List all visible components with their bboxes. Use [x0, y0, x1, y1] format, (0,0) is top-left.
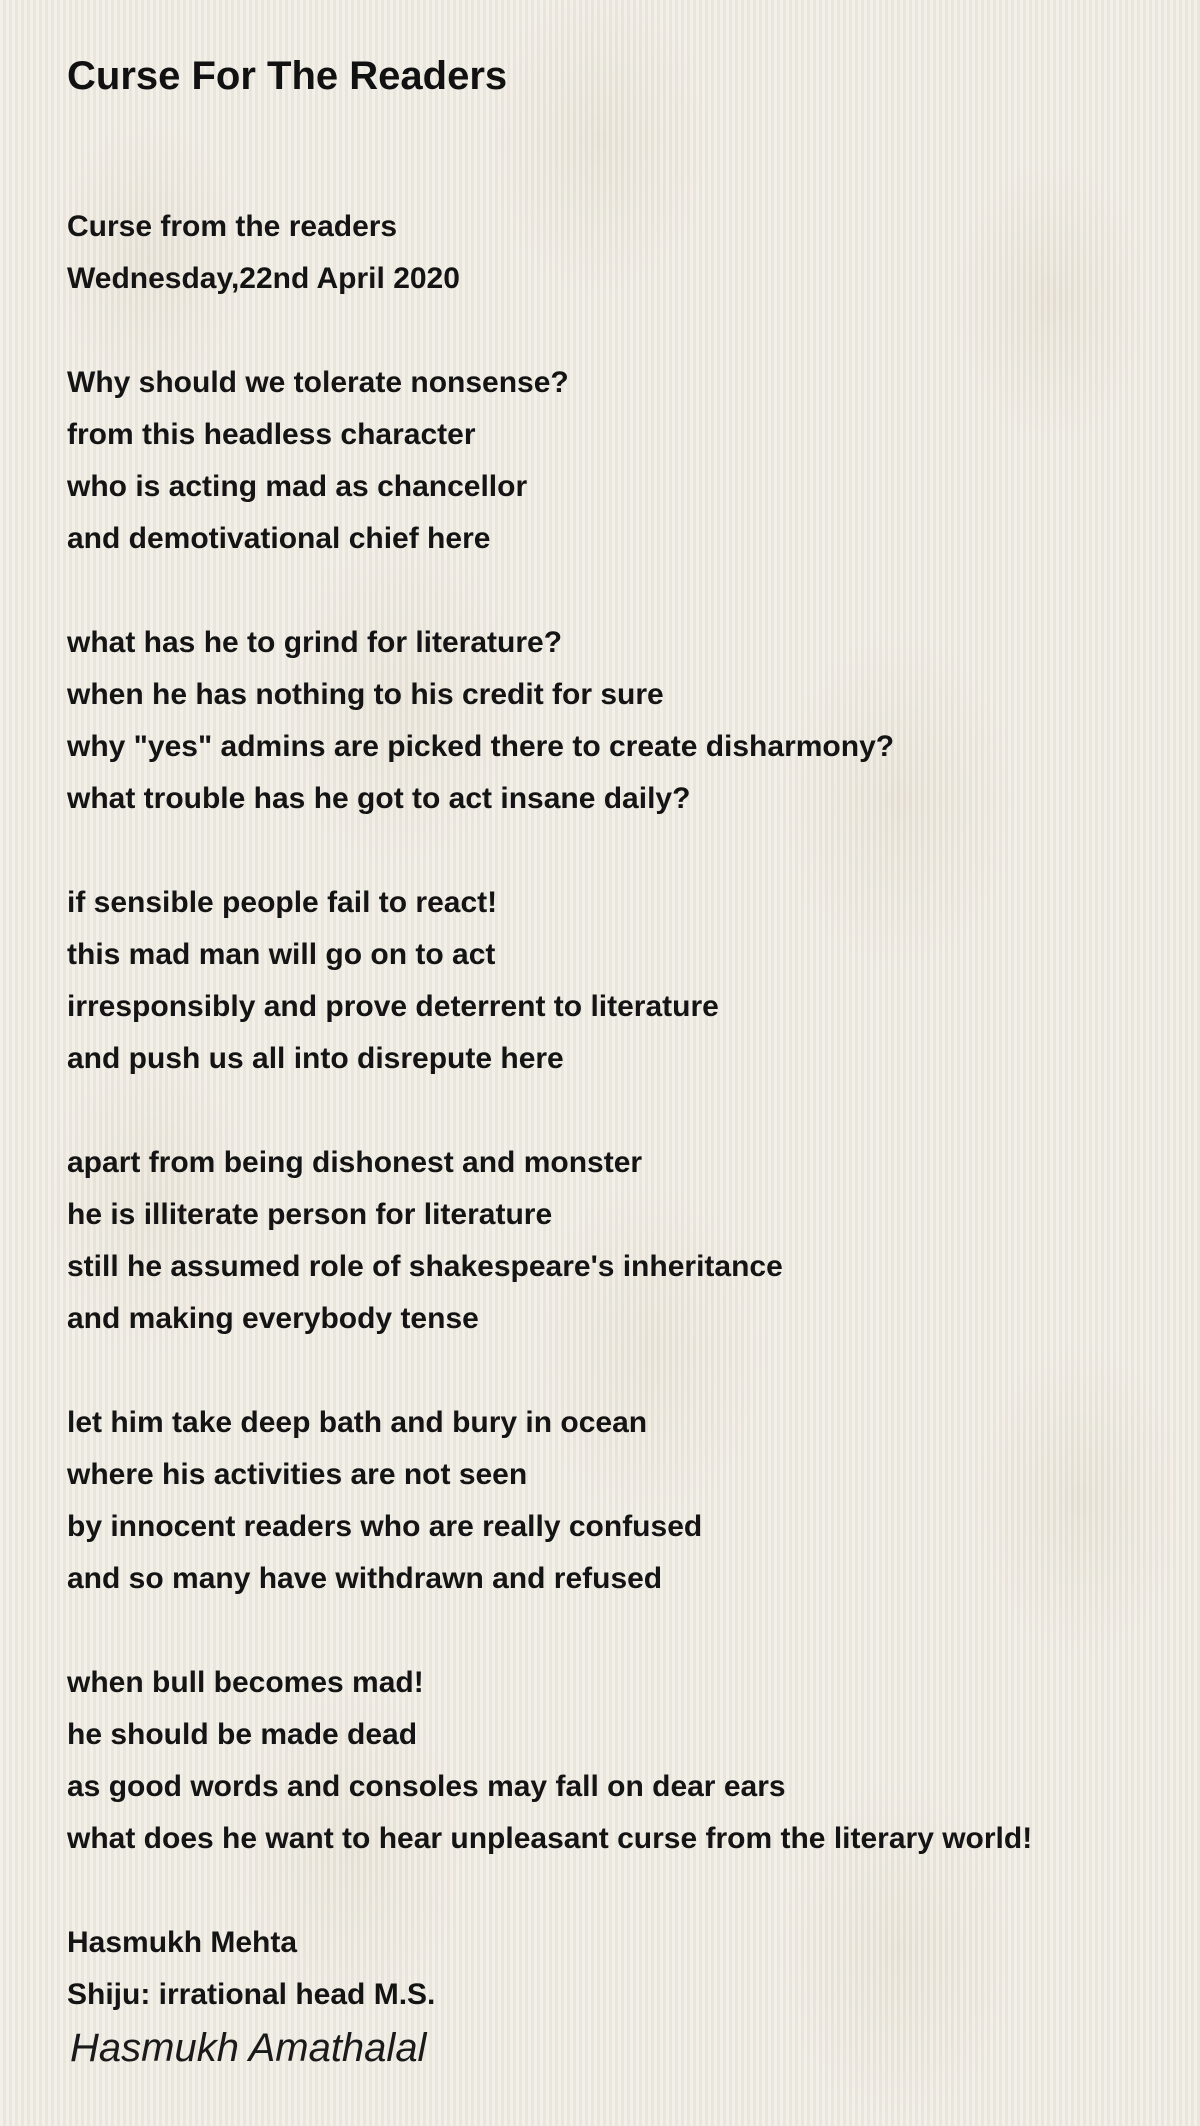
stanza	[67, 1917, 1157, 2021]
stanza	[67, 357, 1157, 565]
poem-line: this mad man will go on to act	[67, 938, 496, 971]
poem-line: why "yes" admins are picked there to create disharmony?	[67, 730, 895, 763]
stanza	[67, 201, 1157, 305]
poem-line: and so many have withdrawn and refused	[67, 1562, 663, 1595]
poem-line: if sensible people fail to react!	[67, 886, 498, 919]
poem-line: who is acting mad as chancellor	[67, 470, 528, 503]
poem-line: and push us all into disrepute here	[67, 1042, 564, 1075]
poem-line: what has he to grind for literature?	[67, 626, 563, 659]
poem-line: Why should we tolerate nonsense?	[67, 366, 569, 399]
poem-line: he is illiterate person for literature	[67, 1198, 553, 1231]
stanza	[67, 1657, 1157, 1865]
poem-line: let him take deep bath and bury in ocean	[67, 1406, 648, 1439]
poem-line: as good words and consoles may fall on dear ears	[67, 1770, 786, 1803]
stanza	[67, 1137, 1157, 1345]
poem-line: Curse from the readers	[67, 210, 398, 243]
poem-line: irresponsibly and prove deterrent to literature	[67, 990, 719, 1023]
poem-line: from this headless character	[67, 418, 476, 451]
poem-line: Shiju: irrational head M.S.	[67, 1978, 436, 2011]
poem-line: what trouble has he got to act insane daily?	[67, 782, 691, 815]
poem-line: by innocent readers who are really confused	[67, 1510, 703, 1543]
poem-line: Hasmukh Mehta	[67, 1926, 298, 1959]
stanza	[67, 877, 1157, 1085]
poem-body	[67, 201, 1157, 2021]
poem-line: when bull becomes mad!	[67, 1666, 424, 1699]
poem-title: Curse For The Readers	[67, 54, 508, 98]
poem-line: he should be made dead	[67, 1718, 418, 1751]
poem-line: still he assumed role of shakespeare's inheritance	[67, 1250, 783, 1283]
poem-card	[67, 50, 1157, 2021]
poem-line: and making everybody tense	[67, 1302, 479, 1335]
poem-line: and demotivational chief here	[67, 522, 491, 555]
stanza	[67, 617, 1157, 825]
poem-line: when he has nothing to his credit for sure	[67, 678, 664, 711]
poem-line: apart from being dishonest and monster	[67, 1146, 643, 1179]
poem-line: where his activities are not seen	[67, 1458, 528, 1491]
poet-name: Hasmukh Amathalal	[70, 2026, 427, 2070]
poem-line: what does he want to hear unpleasant curse from the literary world!	[67, 1822, 1033, 1855]
poem-line: Wednesday,22nd April 2020	[67, 262, 460, 295]
stanza	[67, 1397, 1157, 1605]
